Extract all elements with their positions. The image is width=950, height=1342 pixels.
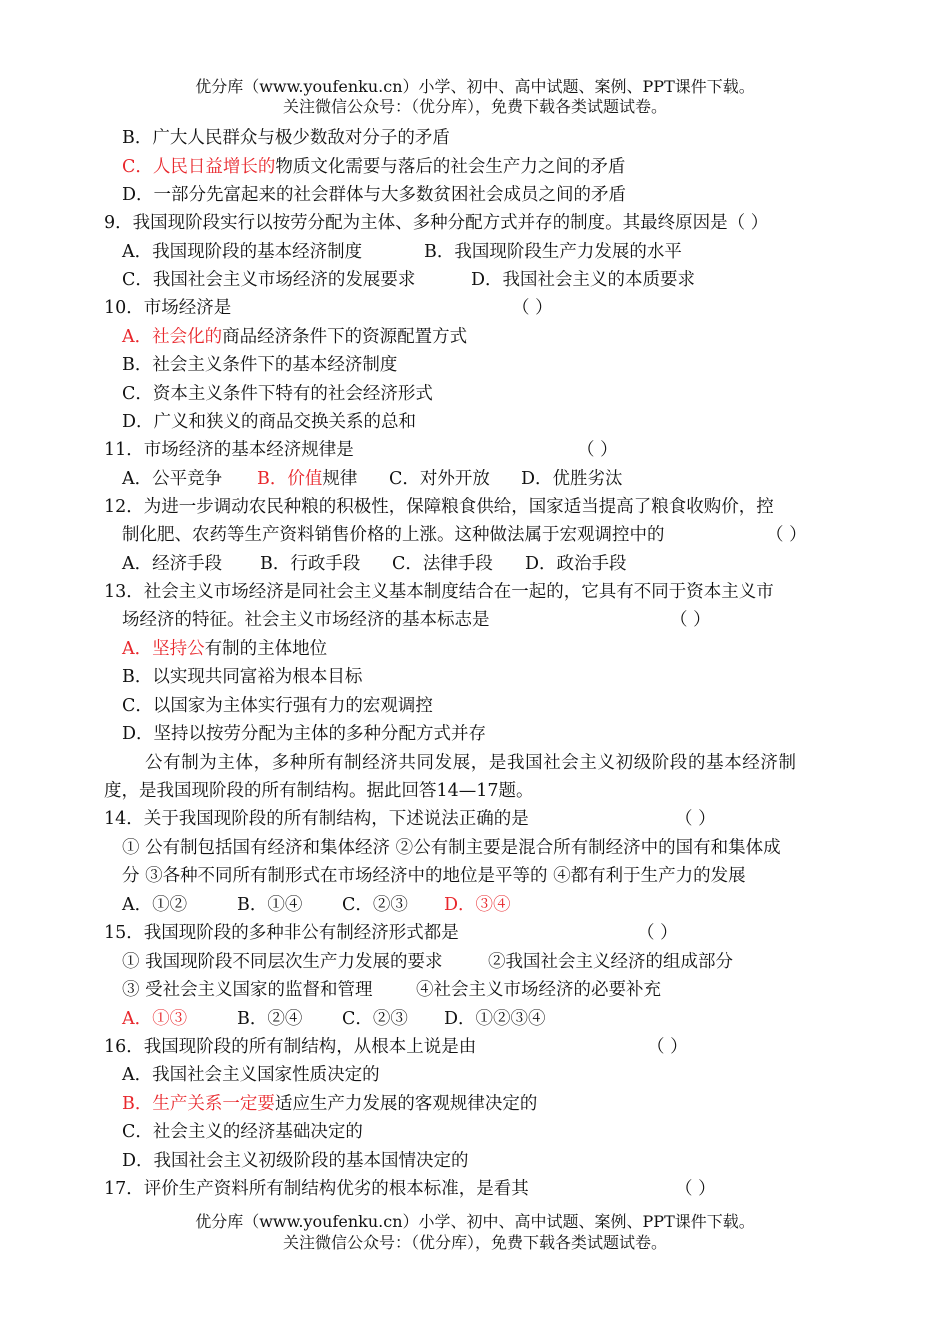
- answer-parenthesis: （ ）: [512, 298, 553, 318]
- q12-option-d: D．政治手段: [525, 554, 627, 574]
- answer-highlight: B．生产关系一定要: [122, 1094, 275, 1114]
- header-line-2: 关注微信公众号：（优分库），免费下载各类试题试卷。: [282, 97, 667, 116]
- q12-option-c: C．法律手段: [392, 554, 493, 574]
- q15-option-b: B．②④: [237, 1009, 303, 1029]
- answer-highlight: A．坚持公: [122, 639, 205, 659]
- q9-option-c: C．我国社会主义市场经济的发展要求: [122, 270, 416, 290]
- footer-line-2: 关注微信公众号：（优分库），免费下载各类试题试卷。: [282, 1233, 667, 1252]
- q12-option-b: B．行政手段: [260, 554, 361, 574]
- q9-option-a: A．我国现阶段的基本经济制度: [122, 242, 363, 262]
- answer-parenthesis: （ ）: [675, 1179, 716, 1199]
- answer-parenthesis: （ ）: [766, 525, 807, 545]
- answer-highlight: A．社会化的: [122, 327, 223, 347]
- exam-page: 优分库（www.youfenku.cn）小学、初中、高中试题、案例、PPT课件下载。 关注微信公众号：（优分库），免费下载各类试题试卷。 B．广大人民群众与极少数敌对分子的矛盾 C．人民日益增长的物质文化需要与落后的社会生产力之间的矛盾 D．一部分先富起来的社会群体与大多数贫困社会成员之间的矛盾 9．我国现阶段实行以按劳分配为主体、多种分配方式并存的制度。其最终原因是（ ） A．我国现阶段的基本经济制度 B．我国现阶段生产力发展的水平 C．我国社会主义市场经济的发展要求 D．我国社会主义的本质要求 10．市场经济是 （ ） A．社会化的商品经济条件下的资源配置方式 B．社会主义条件下的基本经济制度 C．资本主义条件下特有的社会经济形式 D．广义和狭义的商品交换关系的总和 11．市场经济的基本经济规律是 （ ） A．公平竞争 B．价值规律 C．对外开放 D．优胜劣汰 12．为进一步调动农民种粮的积极性，保障粮食供给，国家适当提高了粮食收购价，控 制化肥、农药等生产资料销售价格的上涨。这种做法属于宏观调控中的 （ ） A．经济手段 B．行政手段 C．法律手段 D．政治手段 13．社会主义市场经济是同社会主义基本制度结合在一起的，它具有不同于资本主义市 场经济的特征。社会主义市场经济的基本标志是 （ ） A．坚持公有制的主体地位 B．以实现共同富裕为根本目标 C．以国家为主体实行强有力的宏观调控 D．坚持以按劳分配为主体的多种分配方式并存 公有制为主体，多种所有制经济共同发展，是我国社会主义初级阶段的基本经济制 度，是我国现阶段的所有制结构。据此回答14—17题。 14．关于我国现阶段的所有制结构，下述说法正确的是 （ ） ① 公有制包括国有经济和集体经济 ②公有制主要是混合所有制经济中的国有和集体成 分 ③各种不同所有制形式在市场经济中的地位是平等的 ④都有利于生产力的发展 A．①② B．①④ C．②③ D．③④ 15．我国现阶段的多种非公有制经济形式都是 （ ） ① 我国现阶段不同层次生产力发展的要求 ②我国社会主义经济的组成部分 ③ 受社会主义国家的监督和管理 ④社会主义市场经济的必要补充 A．①③ B．②④ C．②③ D．①②③④ 16．我国现阶段的所有制结构，从根本上说是由 （ ） A．我国社会主义国家性质决定的 B．生产关系一定要适应生产力发展的客观规律决定的 C．社会主义的经济基础决定的 D．我国社会主义初级阶段的基本国情决定的 17．评价生产资料所有制结构优劣的根本标准，是看其 （ ） 优分库（www.youfenku.cn）小学、初中、高中试题、案例、PPT课件下载。 关注微信公众号：（优分库），免费下载各类试题试卷。: [0, 0, 950, 1342]
- q14-option-b: B．①④: [237, 895, 303, 915]
- answer-parenthesis: （ ）: [637, 923, 678, 943]
- q11-option-b: B．价值规律: [257, 469, 358, 489]
- q15-option-c: C．②③: [342, 1009, 408, 1029]
- answer-highlight: C．人民日益增长的: [122, 157, 276, 177]
- q12-option-a: A．经济手段: [122, 554, 223, 574]
- answer-parenthesis: （ ）: [675, 809, 716, 829]
- q11-option-d: D．优胜劣汰: [521, 469, 623, 489]
- answer-parenthesis: （ ）: [647, 1037, 688, 1057]
- answer-parenthesis: （ ）: [577, 440, 618, 460]
- q9-option-b: B．我国现阶段生产力发展的水平: [424, 242, 682, 262]
- header-line-1: 优分库（www.youfenku.cn）小学、初中、高中试题、案例、PPT课件下载。: [195, 77, 755, 96]
- q9-option-d: D．我国社会主义的本质要求: [471, 270, 696, 290]
- q14-option-a: A．①②: [122, 895, 188, 915]
- answer-parenthesis: （ ）: [670, 610, 711, 630]
- q15-option-a: A．①③: [122, 1009, 188, 1029]
- q15-option-d: D．①②③④: [444, 1009, 546, 1029]
- q14-option-d: D．③④: [444, 895, 511, 915]
- q14-option-c: C．②③: [342, 895, 408, 915]
- footer-line-1: 优分库（www.youfenku.cn）小学、初中、高中试题、案例、PPT课件下载。: [195, 1212, 755, 1231]
- q11-option-c: C．对外开放: [389, 469, 490, 489]
- q11-option-a: A．公平竞争: [122, 469, 223, 489]
- answer-highlight: B．价值: [257, 469, 323, 489]
